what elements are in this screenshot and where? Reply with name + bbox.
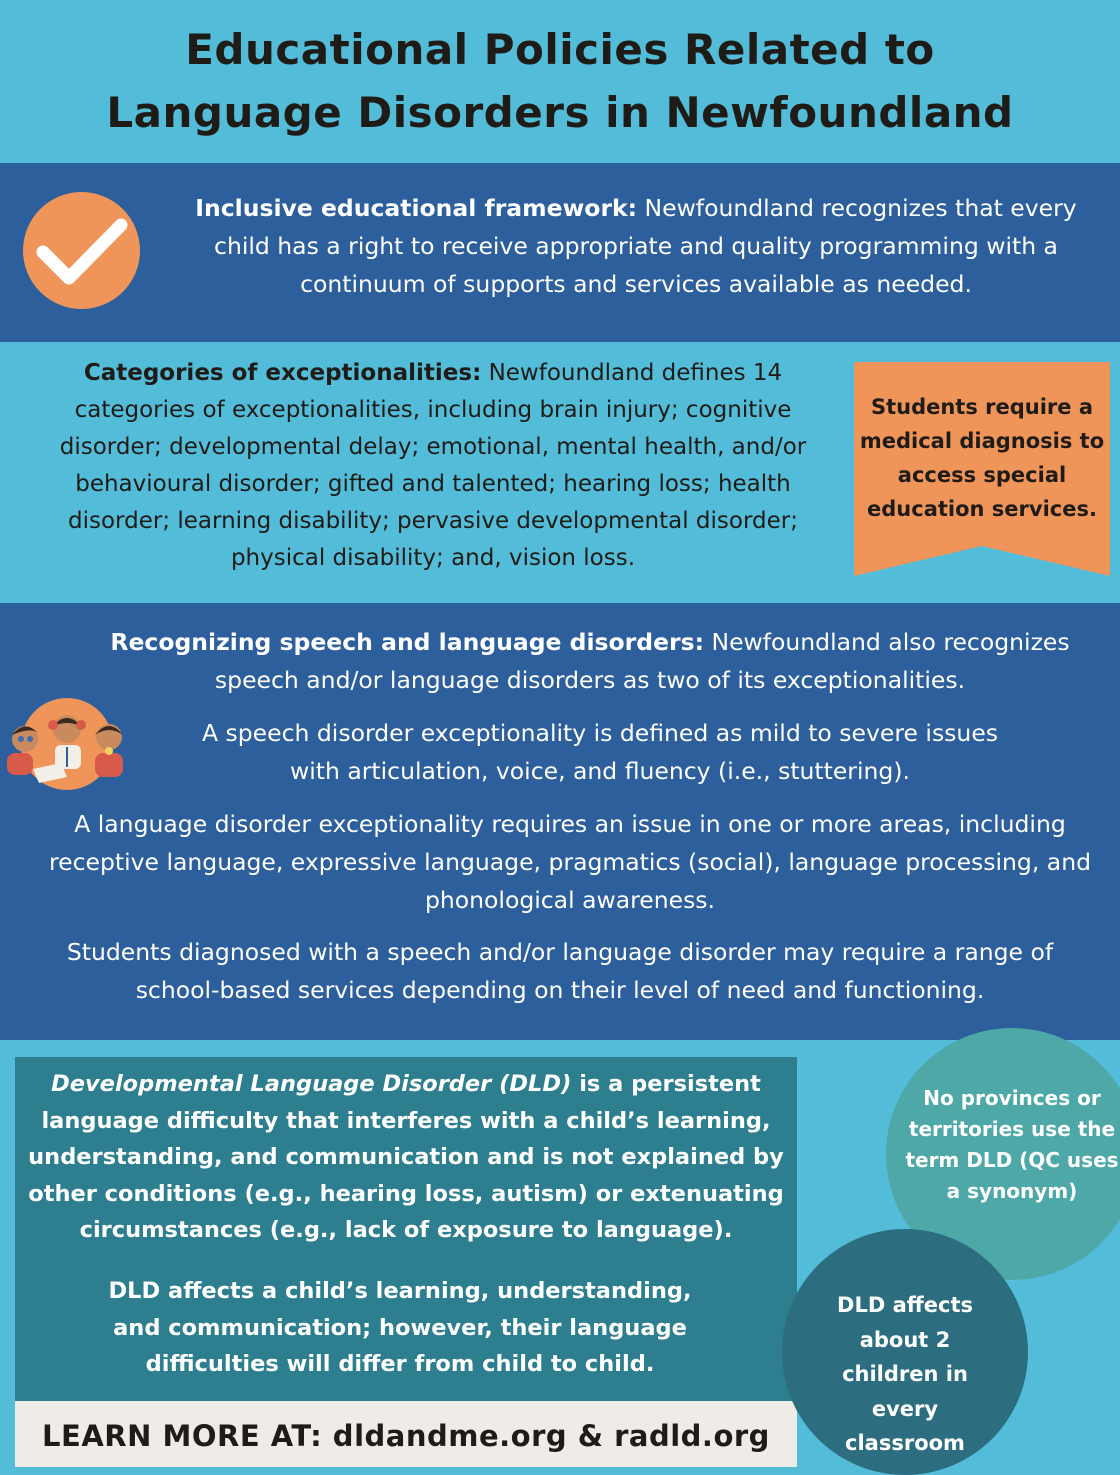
speech-intro-text: Newfoundland also recognizes speech and/or language disorders as two of its exceptionalities. bbox=[214, 628, 1070, 694]
language-definition: A language disorder exceptionality requires an issue in one or more areas, including receptive language, expressive language, pragmatics (social), language processing, and phonological awareness. bbox=[48, 810, 1092, 914]
speech-intro-paragraph bbox=[100, 623, 1080, 699]
framework-paragraph bbox=[172, 189, 1100, 303]
services-paragraph: Students diagnosed with a speech and/or language disorder may require a range of school-based services depending on their level of need and functioning. bbox=[66, 938, 1054, 1004]
provinces-text: No provinces or territories use the term DLD (QC uses a synonym) bbox=[905, 1086, 1119, 1203]
framework-text: Newfoundland recognizes that every child has a right to receive appropriate and quality programming with a continuum of supports and services available as needed. bbox=[214, 194, 1077, 298]
title-line-1: Educational Policies Related to bbox=[185, 25, 935, 74]
dld-effect: DLD affects a child’s learning, understanding, and communication; however, their language difficulties will differ from child to child. bbox=[108, 1278, 692, 1377]
prevalence-circle bbox=[782, 1229, 1028, 1475]
framework-heading: Inclusive educational framework: bbox=[195, 194, 638, 222]
dld-term: Developmental Language Disorder (DLD) bbox=[51, 1071, 572, 1097]
checkmark-icon bbox=[23, 192, 140, 309]
banner-text: Students require a medical diagnosis to access special education services. bbox=[859, 395, 1105, 521]
page-title bbox=[0, 0, 1120, 144]
children-illustration bbox=[3, 697, 129, 791]
prevalence-text: DLD affects about 2 children in every classroom bbox=[837, 1293, 973, 1455]
title-banner bbox=[0, 0, 1120, 163]
title-line-2: Language Disorders in Newfoundland bbox=[106, 88, 1014, 137]
diagnosis-banner bbox=[854, 362, 1110, 576]
categories-heading: Categories of exceptionalities: bbox=[83, 360, 482, 386]
dld-definition bbox=[25, 1066, 787, 1249]
dld-definition-text: is a persistent language difficulty that interferes with a child’s learning, understanding, and communication and is not explained by other conditions (e.g., hearing loss, autism) or extenuating circumstances (e.g., lack of exposure to language). bbox=[28, 1071, 784, 1243]
learn-more-bar bbox=[15, 1401, 797, 1467]
speech-heading: Recognizing speech and language disorders: bbox=[110, 628, 705, 656]
learn-more-text: LEARN MORE AT: dldandme.org & radld.org bbox=[42, 1419, 770, 1453]
speech-definition: A speech disorder exceptionality is defined as mild to severe issues with articulation, voice, and fluency (i.e., stuttering). bbox=[201, 719, 999, 785]
categories-text: Newfoundland defines 14 categories of exceptionalities, including brain injury; cognitive disorder; developmental delay; emotional, mental health, and/or behavioural disorder; gifted and talented; hearing loss; health disorder; learning disability; pervasive developmental disorder; physical disability; and, vision loss. bbox=[59, 360, 807, 571]
categories-paragraph bbox=[38, 355, 828, 577]
